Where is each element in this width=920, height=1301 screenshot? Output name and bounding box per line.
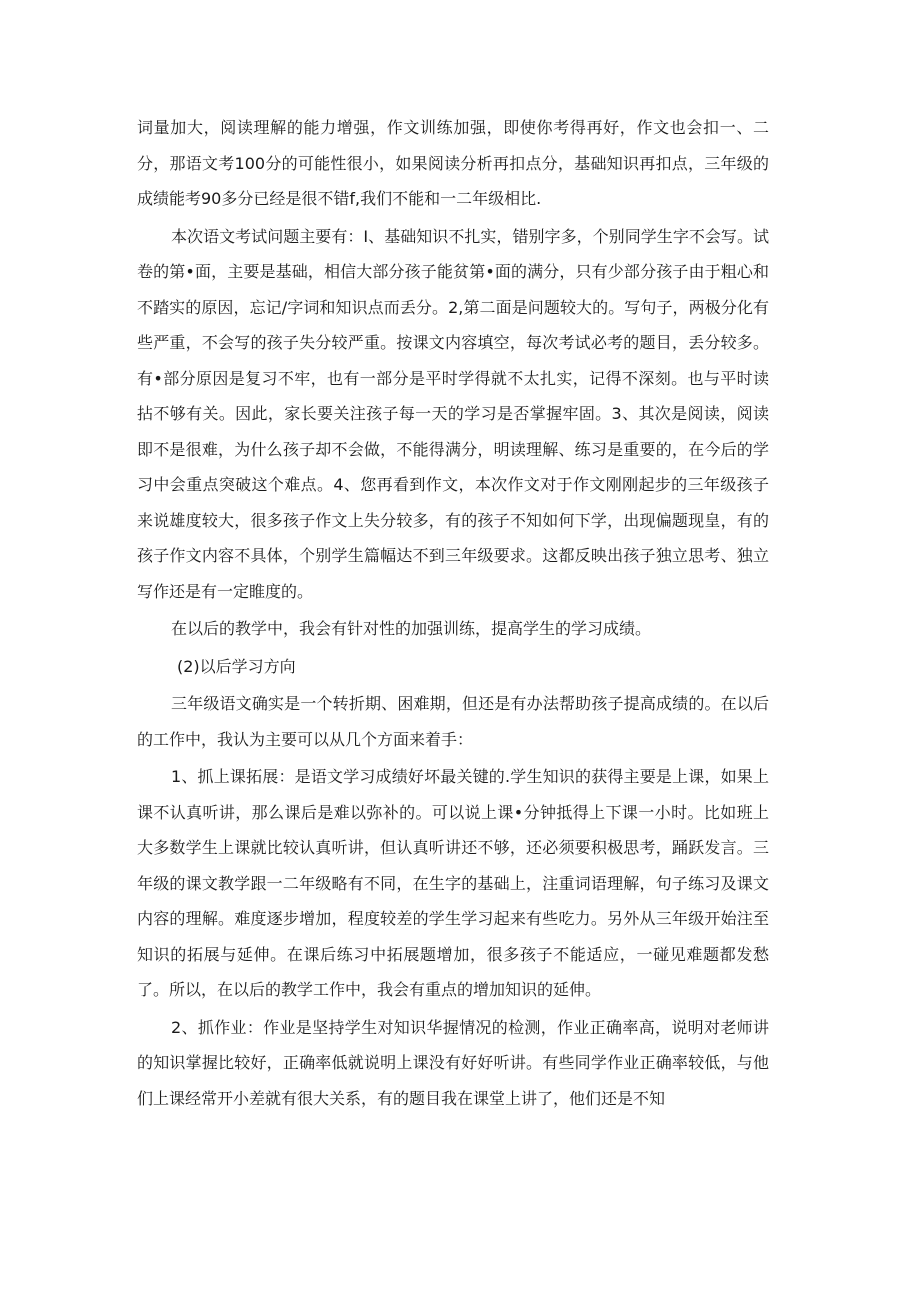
paragraph-point-2-homework: 2、抓作业：作业是坚持学生对知识华握情况的检测，作业正确率高，说明对老师讲的知识掌握比较好，正确率低就说明上课没有好好听讲。有些同学作业正确率较低，与他们上课经常开小差就有很大关系，有的题目我在课堂上讲了，他们还是不知 <box>137 1017 769 1108</box>
paragraph-teaching-plan: 在以后的教学中，我会有针对性的加强训练，提高学生的学习成绩。 <box>171 619 652 638</box>
paragraph-intro-directions: 三年级语文确实是一个转折期、困难期，但还是有办法帮助孩子提高成绩的。在以后的工作中，我认为主要可以从几个方面来着手： <box>137 694 769 749</box>
paragraph-continuation: 词量加大，阅读理解的能力增强，作文训练加强，即使你考得再好，作文也会扣一、二分，那语文考100分的可能性很小，如果阅读分析再扣点分，基础知识再扣点，三年级的成绩能考90多分已经是很不错f,我们不能和一二年级相比. <box>137 118 769 208</box>
section-heading-future-direction: (2)以后学习方向 <box>177 656 296 676</box>
paragraph-point-1-classwork: 1、抓上课拓展：是语文学习成绩好坏最关键的.学生知识的获得主要是上课，如果上课不认真听讲，那么课后是难以弥补的。可以说上课•分钟抵得上下课一小时。比如班上大多数学生上课就比较认真听讲，但认真听讲还不够，还必须要积极思考，踊跃发言。三年级的课文教学跟一二年级略有不同，在生字的基础上，注重词语理解，句子练习及课文内容的理解。难度逐步增加，程度较差的学生学习起来有些吃力。另外从三年级开始注至知识的拓展与延伸。在课后练习中拓展题增加，很多孩子不能适应，一碰见难题都发愁了。所以，在以后的教学工作中，我会有重点的增加知识的延伸。 <box>137 767 769 999</box>
paragraph-exam-problems: 本次语文考试问题主要有：I、基础知识不扎实，错别字多，个别同学生字不会写。试卷的第•面，主要是基础，相信大部分孩子能贫第•面的满分，只有少部分孩子由于粗心和不踏实的原因，忘记/字词和知识点而丢分。2,第二面是问题较大的。写句子，两极分化有些严重，不会写的孩子失分较严重。按课文内容填空，每次考试必考的题目，丢分较多。有•部分原因是复习不牢，也有一部分是平时学得就不太扎实，记得不深刻。也与平时读拈不够有关。因此，家长要关注孩子每一天的学习是否掌握牢固。3、其次是阅读，阅读即不是很难，为什么孩子却不会做，不能得满分，明读理解、练习是重要的，在今后的学习中会重点突破这个难点。4、您再看到作文，本次作文对于作文刚刚起步的三年级孩子来说雄度较大，很多孩子作文上失分较多，有的孩子不知如何下学，出现偏题现皇，有的孩子作文内容不具体，个别学生篇幅达不到三年级要求。这都反映出孩子独立思考、独立写作还是有一定睢度的。 <box>137 226 769 601</box>
document-body <box>137 110 769 1118</box>
